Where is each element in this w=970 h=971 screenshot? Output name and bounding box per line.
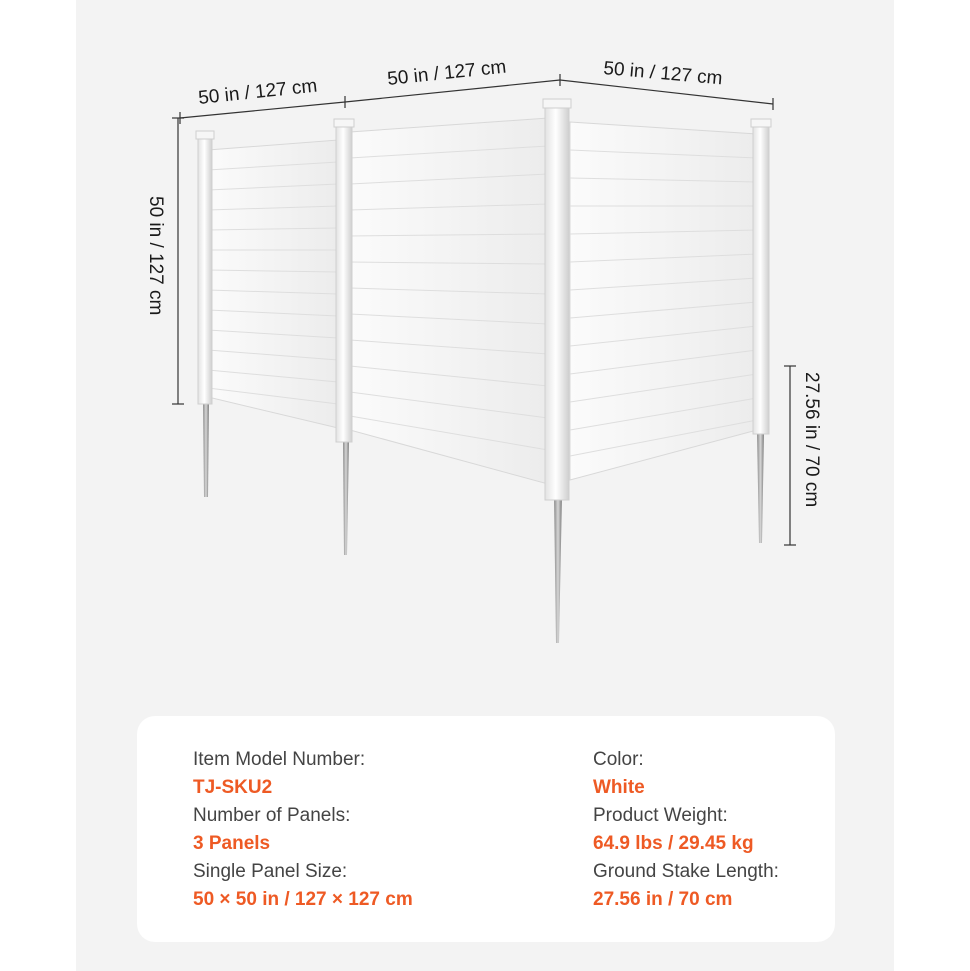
spec-value-weight: 64.9 lbs / 29.45 kg: [593, 833, 754, 854]
spec-label-panel-size: Single Panel Size:: [193, 861, 348, 882]
spec-column-left: [193, 746, 413, 914]
dimension-panel-height: 50 in / 127 cm: [145, 196, 166, 316]
fence-panel-middle: [350, 118, 548, 484]
spec-label-stake-length: Ground Stake Length:: [593, 861, 779, 882]
fence-panel-right: [570, 122, 757, 480]
dimension-top-left: 50 in / 127 cm: [197, 75, 319, 109]
spec-card: [137, 716, 835, 942]
spec-value-model-number: TJ-SKU2: [193, 777, 273, 798]
dimension-stake-length: 27.56 in / 70 cm: [801, 372, 822, 508]
dimension-top-middle: 50 in / 127 cm: [386, 56, 508, 90]
spec-value-stake-length: 27.56 in / 70 cm: [593, 889, 733, 910]
spec-value-color: White: [593, 777, 645, 798]
spec-value-panel-size: 50 × 50 in / 127 × 127 cm: [193, 889, 413, 910]
dimension-top-right: 50 in / 127 cm: [602, 58, 724, 90]
spec-label-panel-count: Number of Panels:: [193, 805, 351, 826]
spec-label-color: Color:: [593, 749, 644, 770]
spec-column-right: [593, 746, 779, 914]
spec-label-weight: Product Weight:: [593, 805, 728, 826]
spec-label-model-number: Item Model Number:: [193, 749, 366, 770]
spec-value-panel-count: 3 Panels: [193, 833, 271, 854]
fence-panel-left: [208, 140, 338, 428]
